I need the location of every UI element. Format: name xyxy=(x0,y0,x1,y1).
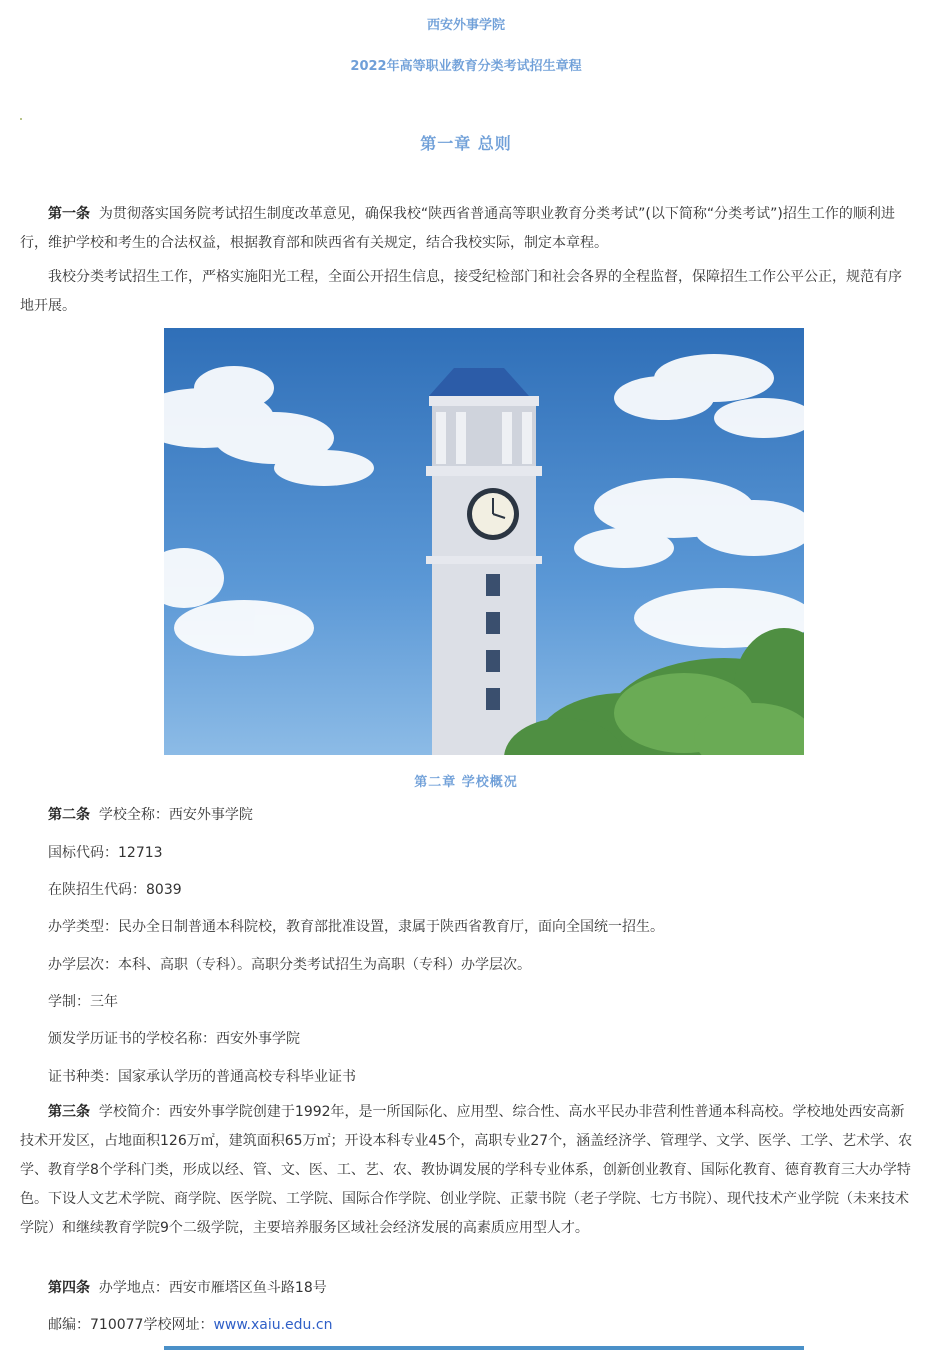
article-3-text: 学校简介：西安外事学院创建于1992年，是一所国际化、应用型、综合性、高水平民办非营利性普通本科高校。学校地处西安高新技术开发区，占地面积126万㎡，建筑面积65万㎡；开设本科专业45个，高职专业27个，涵盖经济学、管理学、文学、医学、工学、艺术学、农学、教育学8个学科门类，形成以经、管、文、医、工、艺、农、教协调发展的学科专业体系，创新创业教育、国际化教育、德育教育三大办学特色。下设人文艺术学院、商学院、医学院、工学院、国际合作学院、创业学院、正蒙书院（老子学院、七方书院）、现代技术产业学院（未来技术学院）和继续教育学院9个二级学院，主要培养服务区域社会经济发展的高素质应用型人才。 xyxy=(20,1104,913,1236)
article-4-text: 办学地点：西安市雁塔区鱼斗路18号 xyxy=(98,1280,327,1296)
school-type: 办学类型：民办全日制普通本科院校，教育部批准设置，隶属于陕西省教育厅，面向全国统一招生。 xyxy=(48,919,664,935)
article-3 xyxy=(20,1098,915,1243)
shaanxi-code: 在陕招生代码：8039 xyxy=(48,882,182,898)
school-name: 西安外事学院 xyxy=(426,18,505,33)
website-link[interactable]: www.xaiu.edu.cn xyxy=(213,1317,333,1333)
tower xyxy=(426,368,542,755)
paragraph-sunshine-project: 我校分类考试招生工作，严格实施阳光工程，全面公开招生信息，接受纪检部门和社会各界的全程监督，保障招生工作公平公正，规范有序地开展。 xyxy=(20,269,902,314)
duration: 学制：三年 xyxy=(48,994,118,1010)
school-level: 办学层次：本科、高职（专科）。高职分类考试招生为高职（专科）办学层次。 xyxy=(48,957,531,973)
article-3-label: 第三条 xyxy=(48,1104,90,1120)
contact-line xyxy=(48,1315,332,1335)
national-code: 国标代码：12713 xyxy=(48,845,163,861)
article-2-text: 学校全称：西安外事学院 xyxy=(98,807,253,823)
certificate-school: 颁发学历证书的学校名称：西安外事学院 xyxy=(48,1031,300,1047)
article-1-text: 为贯彻落实国务院考试招生制度改革意见，确保我校“陕西省普通高等职业教育分类考试”(以下简称“分类考试”)招生工作的顺利进行，维护学校和考生的合法权益，根据教育部和陕西省有关规定，结合我校实际，制定本章程。 xyxy=(20,206,895,251)
article-4 xyxy=(48,1278,327,1298)
bottom-divider xyxy=(164,1346,804,1350)
postcode: 邮编：710077学校网址： xyxy=(48,1317,214,1333)
article-1-label: 第一条 xyxy=(48,206,90,222)
chapter-1-heading: 第一章 总则 xyxy=(420,134,512,153)
article-2-label: 第二条 xyxy=(48,807,90,823)
certificate-type: 证书种类：国家承认学历的普通高校专科毕业证书 xyxy=(48,1069,356,1085)
chapter-2-heading: 第二章 学校概况 xyxy=(414,775,518,790)
decorative-dot xyxy=(20,118,22,120)
article-1 xyxy=(20,200,915,258)
article-2 xyxy=(48,805,253,825)
article-4-label: 第四条 xyxy=(48,1280,90,1296)
document-title: 2022年高等职业教育分类考试招生章程 xyxy=(350,59,582,74)
clock-tower-photo xyxy=(164,328,804,755)
